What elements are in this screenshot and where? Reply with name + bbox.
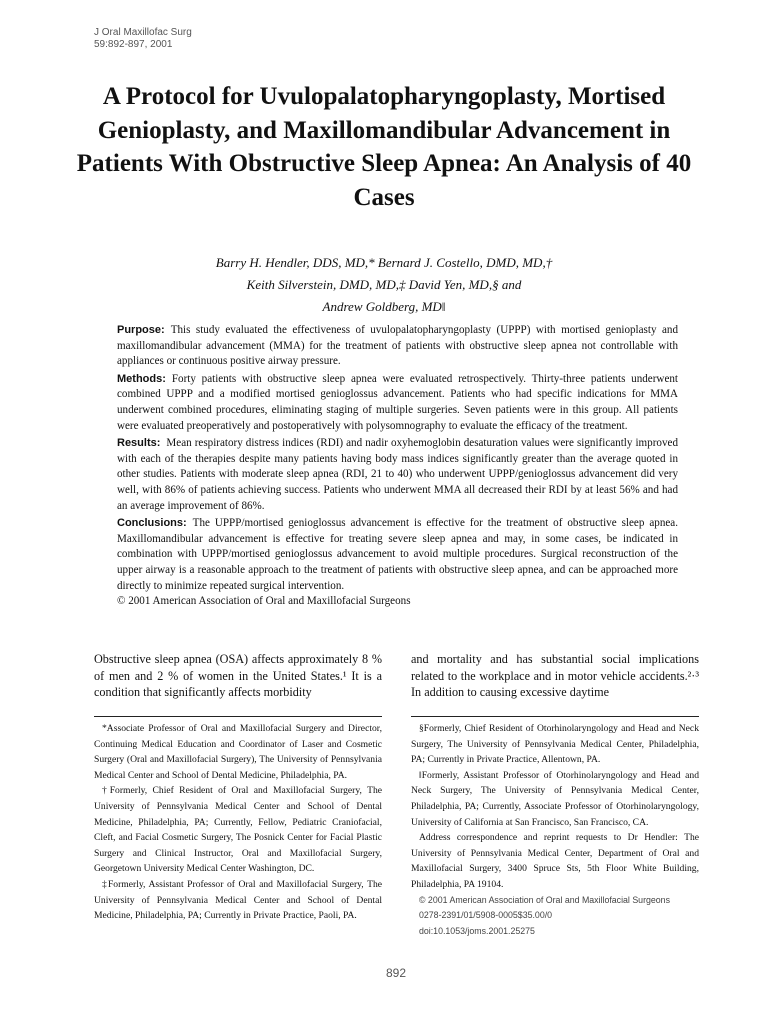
journal-header: [94, 27, 192, 51]
methods-label: Methods:: [117, 372, 166, 385]
abstract-methods: [117, 372, 678, 434]
abstract-copyright: © 2001 American Association of Oral and Maxillofacial Surgeons: [117, 595, 411, 608]
page-number: [0, 966, 768, 980]
body-text-left: Obstructive sleep apnea (OSA) affects approximately 8 % of men and 2 % of women in the United States.¹ It is a condition that significantly affects morbidity: [94, 652, 382, 699]
methods-text: Forty patients with obstructive sleep apnea were evaluated retrospectively. Thirty-three patients underwent combined UPPP and a modified mortised genioglossus advancement. Patients who had specific indications for MMA underwent combined procedures, eliminating staging of multiple surgeries. Seven patients were in this group. All patients were evaluated preoperatively and postoperatively with polysomnography to evaluate the efficacy of the treatment.: [117, 372, 678, 432]
results-text: Mean respiratory distress indices (RDI) and nadir oxyhemoglobin desaturation values were significantly improved with each of the therapies despite many patients having body mass indices significantly greater than the average quoted in other studies. Patients with moderate sleep apnea (RDI, 21 to 40) who underwent UPPP/genioglossus advancement did very well, with 86% of patients achieving success. Patients who underwent MMA all decreased their RDI by at least 56% and had an average improvement of 86%.: [117, 437, 678, 512]
journal-citation: 59:892-897, 2001: [94, 39, 173, 50]
abstract: [117, 323, 678, 610]
abstract-results: [117, 436, 678, 514]
author-line: Keith Silverstein, DMD, MD,‡ David Yen, MD,§ and: [246, 277, 522, 292]
footnote: ‖Formerly, Assistant Professor of Otorhinolaryngology and Head and Neck Surgery, The University of Pennsylvania Medical Center, Philadelphia, PA; Currently, Associate Professor of Otorhinolaryngology, University of California at San Francisco, San Francisco, CA.: [411, 769, 699, 828]
footnote: §Formerly, Chief Resident of Otorhinolaryngology and Head and Neck Surgery, The University of Pennsylvania Medical Center, Philadelphia, PA; Currently in Private Practice, Allentown, PA.: [411, 723, 699, 766]
footnote: †Formerly, Chief Resident of Oral and Maxillofacial Surgery, The University of Pennsylvania Medical Center and School of Dental Medicine, Philadelphia, PA; Currently, Fellow, Pediatric Craniofacial, Cleft, and Facial Cosmetic Surgery, The Posnick Center for Facial Plastic Surgery and Clinical Instructor, Oral and Maxillofacial Surgery, Georgetown University Medical Center Washington, DC.: [94, 785, 382, 875]
footnote-copyright: © 2001 American Association of Oral and Maxillofacial Surgeons: [419, 894, 670, 905]
footnotes-right: [411, 721, 699, 939]
body-text-right: and mortality and has substantial social implications related to the workplace and in motor vehicle accidents.²·³ In addition to causing excessive daytime: [411, 652, 699, 699]
footnote-doi: doi:10.1053/joms.2001.25275: [419, 925, 535, 936]
author-line: Andrew Goldberg, MD‖: [322, 299, 446, 314]
footnote: *Associate Professor of Oral and Maxillofacial Surgery and Director, Continuing Medical Education and Coordinator of Laser and Cosmetic Surgery (Oral and Maxillofacial Surgery), The University of Pennsylvania Medical Center and School of Dental Medicine, Philadelphia, PA.: [94, 723, 382, 781]
footnote-divider-right: [411, 716, 699, 717]
author-line: Barry H. Hendler, DDS, MD,* Bernard J. Costello, DMD, MD,†: [215, 255, 553, 270]
footnotes-left: [94, 721, 382, 924]
results-label: Results:: [117, 437, 161, 450]
footnote: ‡Formerly, Assistant Professor of Oral and Maxillofacial Surgery, The University of Pennsylvania Medical Center and School of Dental Medicine, Philadelphia, PA; Currently in Private Practice, Paoli, PA.: [94, 878, 382, 922]
conclusions-text: The UPPP/mortised genioglossus advancement is effective for the treatment of obstructive sleep apnea. Maxillomandibular advancement is effective for treating severe sleep apnea and may, in some cases, be indicated in combination with UPPP/mortised genioglossus advancement to avoid multiple procedures. Surgical reconstruction of the upper airway is a reasonable approach to the treatment of patients with obstructive sleep apnea, and can be approached more directly to minimize repeated surgical intervention.: [117, 517, 678, 592]
purpose-text: This study evaluated the effectiveness of uvulopalatopharyngoplasty (UPPP) with mortised genioplasty and maxillomandibular advancement (MMA) for the treatment of patients with obstructive sleep apnea not controllable with appliances or continuous positive airway pressure.: [117, 324, 678, 368]
abstract-purpose: [117, 323, 678, 370]
footnote: Address correspondence and reprint requests to Dr Hendler: The University of Pennsylvania Medical Center, Department of Oral and Maxillofacial Surgery, 3400 Spruce Sts, 5th Floor White Building, Philadelphia, PA 19104.: [411, 832, 699, 890]
purpose-label: Purpose:: [117, 324, 165, 336]
journal-name: J Oral Maxillofac Surg: [94, 27, 192, 38]
footnote-issn: 0278-2391/01/5908-0005$35.00/0: [419, 910, 553, 921]
body-column-right: [411, 651, 699, 701]
body-column-left: [94, 651, 382, 701]
author-list: [80, 252, 688, 318]
page-number-text: 892: [385, 966, 407, 980]
footnote-divider-left: [94, 716, 382, 717]
abstract-conclusions: [117, 516, 678, 594]
article-title: A Protocol for Uvulopalatopharyngoplasty, Mortised Genioplasty, and Maxillomandibular Advancement in Patients With Obstructive Sleep Apnea: An Analysis of 40 Cases: [76, 83, 692, 211]
conclusions-label: Conclusions:: [117, 517, 187, 530]
